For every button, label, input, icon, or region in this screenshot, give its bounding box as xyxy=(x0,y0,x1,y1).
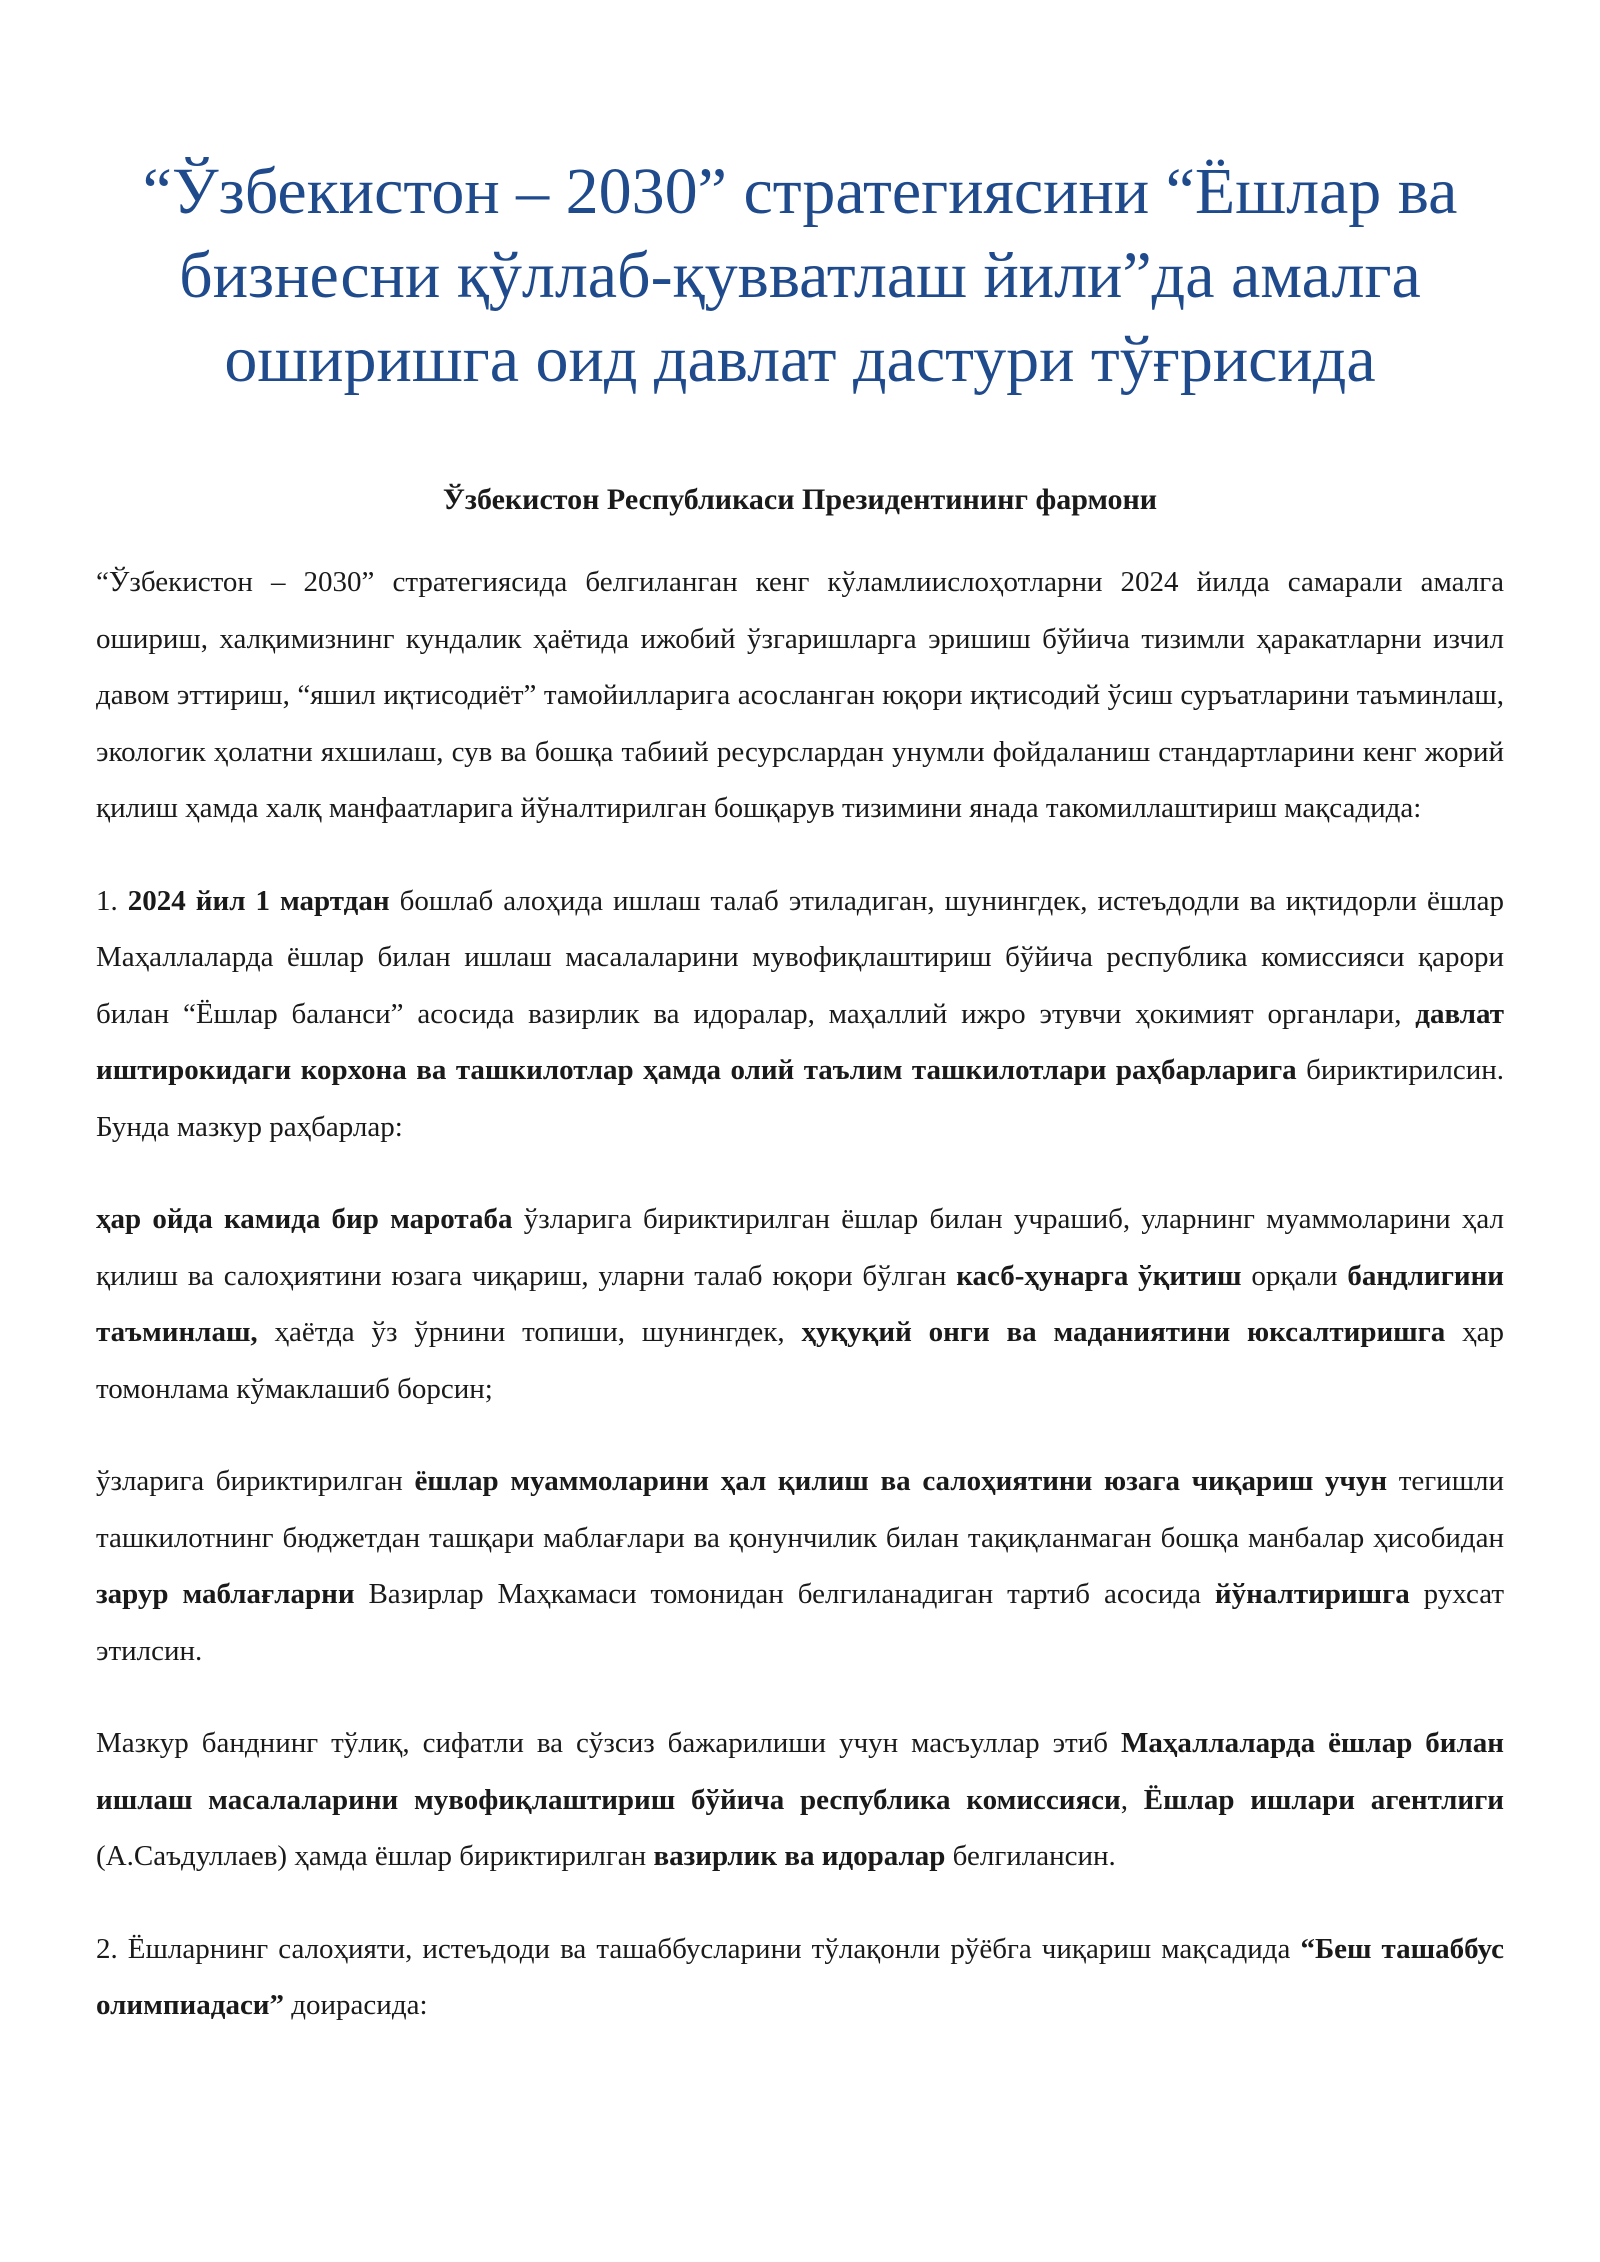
p5-text-end: доирасида: xyxy=(284,1989,428,2021)
intro-paragraph: “Ўзбекистон – 2030” стратегиясида белгиланган кенг кўламлиислоҳотларни 2024 йилда самарали амалга ошириш, халқимизнинг кундалик ҳаётида ижобий ўзгаришларга эришиш бўйича тизимли ҳаракатларни изчил давом эттириш, “яшил иқтисодиёт” тамойилларига асосланган юқори иқтисодий ўсиш суръатларини таъминлаш, экологик ҳолатни яхшилаш, сув ва бошқа табиий ресурслардан унумли фойдаланиш стандартларини кенг жорий қилиш ҳамда халқ манфаатларига йўналтирилган бошқарув тизимини янада такомиллаштириш мақсадида: xyxy=(96,566,1504,824)
p4-text-2: (А.Саъдуллаев) ҳамда ёшлар бириктирилган xyxy=(96,1840,654,1872)
p3-text-end: рухсат этилсин. xyxy=(96,1578,1504,1667)
p1-number: 1. xyxy=(96,884,128,917)
document-subtitle: Ўзбекистон Республикаси Президентининг фармони xyxy=(442,483,1158,516)
p2-legal-bold: ҳуқуқий онги ва маданиятини юксалтиришга xyxy=(801,1316,1446,1348)
p5-olympiad-bold: “Беш ташаббус олимпиадаси” xyxy=(96,1932,1504,2021)
paragraph-1 xyxy=(96,873,1504,1156)
paragraph-2 xyxy=(96,1191,1504,1417)
p4-text: Мазкур банднинг тўлиқ, сифатли ва сўзсиз бажарилиши учун масъуллар этиб xyxy=(96,1727,1121,1759)
p4-comma: , xyxy=(1120,1783,1144,1816)
p2-text-end: ҳар томонлама кўмаклашиб борсин; xyxy=(96,1316,1504,1405)
p3-funds-bold: зарур маблағларни xyxy=(96,1578,355,1610)
p2-employment-bold: бандлигини таъминлаш, xyxy=(96,1259,1504,1348)
p3-text-2: тегишли ташкилотнинг бюджетдан ташқари маблағлари ва қонунчилик билан тақиқланмаган бошқа манбалар ҳисобидан xyxy=(96,1465,1505,1554)
p4-commission-bold: Маҳаллаларда ёшлар билан ишлаш масалаларини мувофиқлаштириш бўйича республика комиссияси xyxy=(96,1727,1504,1816)
p3-potential-bold: ва салоҳиятини юзага чиқариш учун xyxy=(880,1465,1388,1497)
p3-text-3: Вазирлар Маҳкамаси томонидан белгиланадиган тартиб асосида xyxy=(354,1578,1215,1610)
p2-text: ўзларига бириктирилган ёшлар билан учрашиб, уларнинг муаммоларини ҳал қилиш ва салоҳиятини юзага чиқариш, уларни талаб юқори бўлган xyxy=(96,1203,1505,1292)
paragraph-3 xyxy=(96,1453,1504,1679)
p2-training-bold: касб-ҳунарга ўқитиш xyxy=(956,1259,1242,1292)
p3-problems-bold: ёшлар муаммоларини ҳал қилиш xyxy=(414,1465,869,1497)
p2-frequency-bold: ҳар ойда камида бир маротаба xyxy=(96,1203,513,1235)
p4-text-end: белгилансин. xyxy=(945,1840,1116,1872)
p5-text: 2. Ёшларнинг салоҳияти, истеъдоди ва ташаббусларини тўлақонли рўёбга чиқариш мақсадида xyxy=(96,1932,1301,1965)
p2-text-2: орқали xyxy=(1241,1259,1348,1292)
document-title: “Ўзбекистон – 2030” стратегиясини “Ёшлар ва бизнесни қўллаб-қувватлаш йили”да амалга оширишга оид давлат дастури тўғрисида xyxy=(142,155,1458,396)
p4-ministries-bold: вазирлик ва идоралар xyxy=(653,1840,946,1872)
p3-direct-bold: йўналтиришга xyxy=(1214,1578,1410,1610)
p1-text-end: бириктирилсин. Бунда мазкур раҳбарлар: xyxy=(96,1054,1504,1143)
paragraph-4 xyxy=(96,1715,1504,1885)
paragraph-5 xyxy=(96,1921,1504,2034)
p3-space xyxy=(869,1465,881,1497)
p1-date-bold: 2024 йил 1 мартдан xyxy=(127,884,390,917)
p1-leaders-bold: давлат иштирокидаги корхона ва ташкилотлар ҳамда олий таълим ташкилотлари раҳбарларига xyxy=(96,997,1504,1086)
p1-text: бошлаб алоҳида ишлаш талаб этиладиган, шунингдек, истеъдодли ва иқтидорли ёшлар Маҳаллаларда ёшлар билан ишлаш масалаларини мувофиқлаштириш бўйича республика комиссияси қарори билан “Ёшлар баланси” асосида вазирлик ва идоралар, маҳаллий ижро этувчи ҳокимият органлари, xyxy=(96,884,1504,1030)
p3-text: ўзларига бириктирилган xyxy=(96,1465,415,1497)
p4-agency-bold: Ёшлар ишлари агентлиги xyxy=(1143,1783,1504,1816)
p2-text-3: ҳаётда ўз ўрнини топиши, шунингдек, xyxy=(257,1316,802,1348)
